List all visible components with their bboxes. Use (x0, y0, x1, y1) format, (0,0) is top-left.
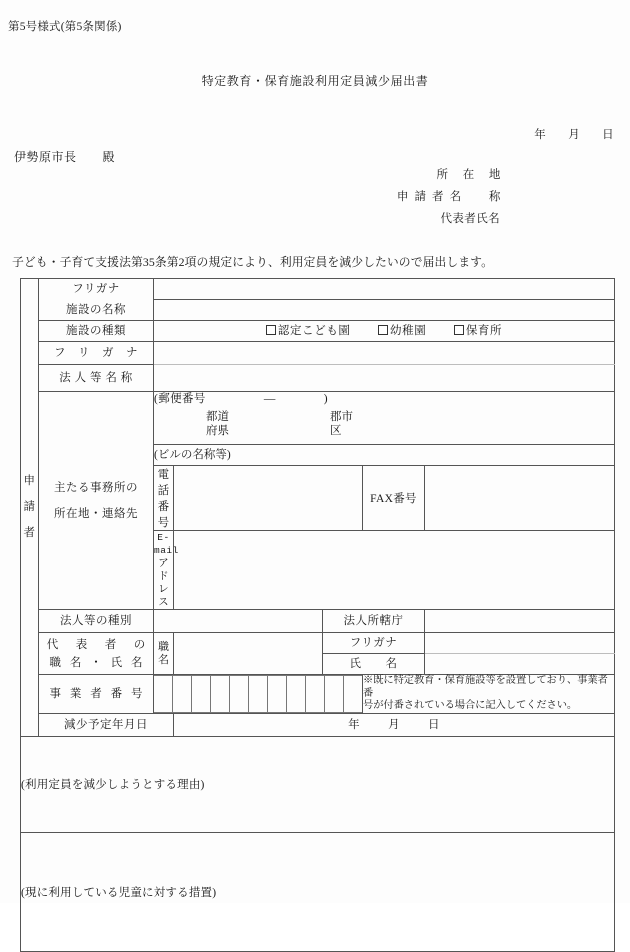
corp-authority-label: 法人所轄庁 (323, 610, 425, 633)
corp-furigana-label: フ リ ガ ナ (39, 342, 154, 365)
corp-category-input[interactable] (154, 610, 323, 633)
city-label (330, 410, 353, 438)
business-number-cell[interactable] (343, 676, 362, 713)
measures-section[interactable] (21, 832, 615, 951)
checkbox-icon[interactable] (266, 325, 276, 335)
date-day-label: 日 (602, 129, 614, 141)
representative-name-input[interactable] (425, 654, 615, 675)
representative-post-char-1: 職 (158, 640, 169, 653)
representative-furigana-label: フリガナ (323, 633, 425, 654)
application-table (20, 278, 615, 952)
business-number-cell[interactable] (249, 676, 268, 713)
table-row-corp-name (21, 365, 615, 392)
email-label-line2: アドレス (158, 558, 169, 608)
tel-label: 電話番号 (154, 466, 174, 531)
office-address-input[interactable] (154, 392, 615, 445)
business-number-note-line2: 号が付番されている場合に記入してください。 (363, 700, 578, 711)
corp-authority-input[interactable] (425, 610, 615, 633)
applicant-name-label: 申 請 者 名 称 (396, 191, 502, 203)
applicant-header-block (0, 164, 630, 230)
corp-name-input[interactable] (154, 365, 615, 392)
prefecture-label (206, 410, 330, 438)
zip-dash: ― (263, 393, 276, 405)
email-label (154, 531, 179, 610)
table-row-representative-furigana (21, 633, 615, 654)
zip-line (154, 392, 614, 407)
facility-type-option-hoikusho[interactable] (454, 321, 502, 341)
reason-section[interactable] (21, 736, 615, 832)
business-number-cell[interactable] (324, 676, 343, 713)
building-name-input[interactable] (154, 445, 615, 466)
applicant-vertical-char-3: 者 (23, 527, 36, 540)
zip-close: ) (323, 393, 328, 405)
reduction-date-year-label: 年 (348, 718, 361, 731)
tel-input[interactable] (174, 466, 363, 531)
business-number-grid[interactable] (154, 675, 363, 714)
reduction-date-label: 減少予定年月日 (39, 713, 174, 736)
facility-type-options (154, 321, 615, 342)
business-number-note (363, 675, 615, 714)
reduction-date-input[interactable] (174, 713, 615, 736)
table-row-facility-type (21, 321, 615, 342)
business-number-label: 事 業 者 番 号 (39, 675, 154, 714)
corp-furigana-input[interactable] (154, 342, 615, 365)
representative-post-label (154, 633, 174, 675)
fax-label: FAX番号 (363, 466, 425, 531)
table-row-facility-furigana (21, 279, 615, 300)
facility-type-option-youchien[interactable] (378, 321, 426, 341)
table-row-measures (21, 832, 615, 951)
building-name-label: (ビルの名称等) (154, 448, 231, 461)
corp-name-label: 法 人 等 名 称 (39, 365, 154, 392)
facility-type-option-label-2: 幼稚園 (390, 325, 427, 337)
business-number-cell[interactable] (286, 676, 305, 713)
checkbox-icon[interactable] (378, 325, 388, 335)
representative-name-label: 氏 名 (323, 654, 425, 675)
table-row-reason (21, 736, 615, 832)
representative-label-line2: 職 名 ・ 氏 名 (49, 656, 146, 669)
city-label-line2: 区 (330, 425, 342, 437)
representative-label-line1: 代 表 者 の (46, 638, 149, 651)
applicant-vertical-char-1: 申 (23, 475, 36, 488)
business-number-cell[interactable] (173, 676, 192, 713)
zip-label: (郵便番号 (154, 393, 206, 405)
applicant-location-label: 所 在 地 (436, 169, 502, 181)
email-input[interactable] (174, 531, 615, 610)
table-row-corp-category (21, 610, 615, 633)
reason-section-label: (利用定員を減少しようとする理由) (21, 779, 205, 791)
addressee-name: 伊勢原市長 (14, 150, 77, 164)
business-number-cell[interactable] (230, 676, 249, 713)
statement-text: 子ども・子育て支援法第35条第2項の規定により、利用定員を減少したいので届出します。 (12, 255, 494, 269)
office-address-label (39, 392, 154, 610)
applicant-representative-label: 代表者氏名 (440, 213, 500, 225)
facility-type-option-ninteikodomoen[interactable] (266, 321, 351, 341)
facility-name-label: 施設の名称 (39, 300, 154, 321)
checkbox-icon[interactable] (454, 325, 464, 335)
measures-section-label: (現に利用している児童に対する措置) (21, 886, 217, 899)
reduction-date-month-label: 月 (388, 718, 400, 731)
representative-post-input[interactable] (174, 633, 323, 675)
prefecture-label-line2: 府県 (206, 425, 229, 437)
business-number-note-line1: ※既に特定教育・保育施設等を設置しており、事業者番 (363, 675, 608, 699)
business-number-cell[interactable] (192, 676, 211, 713)
fax-input[interactable] (425, 466, 615, 531)
applicant-vertical-char-2: 請 (23, 501, 36, 514)
addressee-honorific: 殿 (102, 150, 116, 164)
prefecture-city-line (154, 410, 614, 438)
facility-furigana-label: フリガナ (39, 279, 154, 300)
business-number-cell[interactable] (154, 676, 173, 713)
date-year-label: 年 (534, 129, 547, 141)
business-number-cell[interactable] (211, 676, 230, 713)
office-address-label-line2: 所在地・連絡先 (54, 507, 138, 520)
office-address-label-line1: 主たる事務所の (54, 481, 138, 494)
email-label-line1: E-mail (154, 532, 179, 556)
business-number-cell[interactable] (267, 676, 286, 713)
date-month-label: 月 (568, 129, 581, 141)
representative-furigana-input[interactable] (425, 633, 615, 654)
facility-type-label: 施設の種類 (39, 321, 154, 342)
corp-category-label: 法人等の種別 (39, 610, 154, 633)
facility-furigana-input[interactable] (154, 279, 615, 300)
representative-post-char-2: 名 (158, 653, 169, 666)
table-row-office-address (21, 392, 615, 445)
form-code: 第5号様式(第5条関係) (8, 21, 122, 33)
table-row-business-number (21, 675, 615, 714)
table-row-corp-furigana (21, 342, 615, 365)
business-number-cells (154, 675, 362, 713)
facility-type-option-label-3: 保育所 (465, 325, 503, 337)
addressee (14, 148, 115, 165)
city-label-line1: 郡市 (330, 411, 353, 423)
applicant-vertical-label (21, 279, 39, 737)
table-row-reduction-date (21, 713, 615, 736)
facility-name-input[interactable] (154, 300, 615, 321)
business-number-cell[interactable] (305, 676, 324, 713)
table-row-facility-name (21, 300, 615, 321)
facility-type-option-label-1: 認定こども園 (277, 325, 351, 337)
representative-label (39, 633, 154, 675)
reduction-date-day-label: 日 (427, 718, 440, 731)
submission-date-line (534, 126, 614, 142)
prefecture-label-line1: 都道 (206, 411, 229, 423)
document-title: 特定教育・保育施設利用定員減少届出書 (201, 74, 429, 88)
